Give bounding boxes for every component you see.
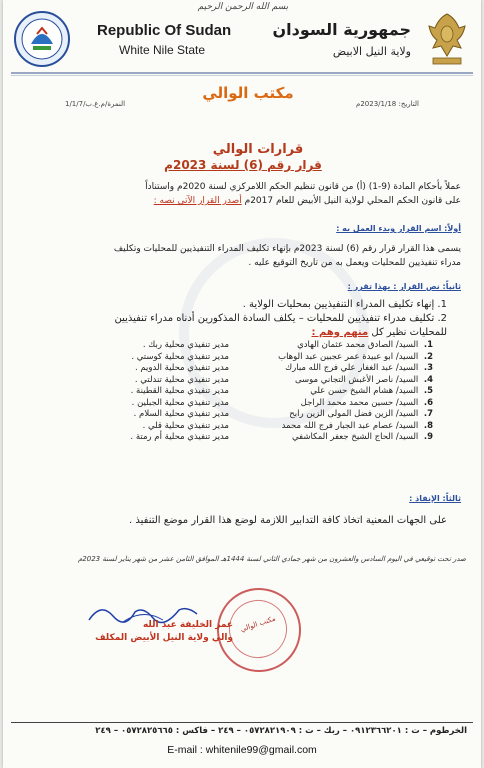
preamble-line-2-text: على قانون الحكم المحلي لولاية النيل الأبيض للعام 2017م — [244, 196, 461, 206]
appointee-row: 6. السيد/ حسين محمد محمد الراجل — [300, 397, 433, 408]
section-2-heading: ثانياً: نص القرار : بهذا تقرر : — [347, 282, 461, 291]
appointee-row: 3. السيد/ عبد الغفار علي فرج الله مبارك — [285, 363, 433, 373]
appointee-row: 2. السيد/ ابو عبيدة عمر عجبين عبد الوهاب — [278, 351, 433, 362]
appointee-row: 1. السيد/ الصادق محمد عثمان الهادي — [297, 340, 433, 350]
preamble-issue-clause: أصدر القرار الآتي نصه : — [153, 196, 242, 206]
state-english: White Nile State — [119, 43, 206, 57]
post-label: مدير تنفيذي محلية القطينة . — [130, 386, 229, 396]
state-logo-icon — [13, 10, 71, 68]
post-label: مدير تنفيذي محلية السلام . — [133, 409, 229, 419]
section-3 — [25, 492, 461, 528]
section-1-line-1: يسمى هذا القرار قرار رقم (6) لسنة 2023م بإنهاء تكليف المدراء التنفيذيين للمحليات وتكليف — [113, 244, 461, 254]
header-divider — [11, 72, 473, 74]
section-2-item-2-cont-text: للمحليات نظير كل — [371, 327, 447, 338]
section-1-line-2: مدراء تنفيذيين للمحليات ويعمل به من تاريخ التوقيع عليه . — [248, 258, 461, 268]
section-1 — [25, 222, 461, 270]
section-2-item-2-them: منهم وهم : — [311, 327, 369, 338]
appointee-row: 8. السيد/ عصام عبد الجبار فرج الله محمد — [281, 420, 433, 431]
appointee-row: 9. السيد/ الحاج الشيخ جعفر المكاشفي — [291, 432, 433, 442]
post-label: مدير تنفيذي محلية قلي . — [142, 420, 229, 431]
section-2-item-2-cont — [25, 326, 461, 340]
document-date: التاريخ: 2023/1/18م — [355, 100, 419, 108]
post-label: مدير تنفيذي محلية الدويم . — [134, 363, 229, 373]
appointee-names — [233, 340, 433, 444]
header-divider-thin — [11, 75, 473, 76]
signatory-name: عمر الخليفة عبد الله — [142, 620, 233, 630]
office-title: مكتب الوالي — [202, 84, 294, 102]
section-2-item-1: 1. إنهاء تكليف المدراء التنفيذيين بمحليات الولاية . — [242, 299, 447, 310]
republic-english: Republic Of Sudan — [97, 22, 232, 39]
post-label: مدير تنفيذي محلية ربك . — [142, 340, 229, 350]
post-label: مدير تنفيذي محلية الجبلين . — [131, 397, 229, 408]
post-label: مدير تنفيذي محلية كوستي . — [131, 351, 229, 362]
footer-email — [3, 744, 481, 756]
email-label: E-mail : — [167, 744, 203, 756]
republic-arabic: جمهورية السودان — [272, 20, 411, 39]
issuance-statement: صدر تحت توقيعي في اليوم السادس والعشرون من شهر جمادي الثاني لسنة 1444هـ الموافق الثامن عشر من شهر يناير لسنة 2023م — [77, 555, 466, 563]
decision-heading: قرارات الوالي — [212, 142, 304, 157]
appointee-row: 5. السيد/ هشام الشيخ حسن علي — [310, 386, 433, 396]
section-2 — [25, 280, 461, 340]
email-address[interactable]: whitenile99@gmail.com — [205, 744, 317, 756]
signatory-title: والي ولاية النيل الأبيض المكلف — [95, 633, 233, 643]
post-label: مدير تنفيذي محلية تندلتي . — [134, 374, 229, 385]
section-3-heading: ثالثاً: الإنفاذ : — [409, 494, 461, 503]
reference-number: النمرة/م.ع.ب/1/1/7 — [65, 100, 126, 108]
appointee-row: 7. السيد/ الزين فضل المولى الزين رابح — [289, 409, 433, 419]
footer-divider — [11, 722, 473, 723]
document-page — [3, 0, 481, 768]
state-arabic: ولاية النيل الابيض — [332, 45, 411, 58]
preamble — [25, 180, 461, 208]
section-1-heading: أولاً: اسم القرار وبدء العمل به : — [336, 224, 461, 233]
section-2-item-2: 2. تكليف مدراء تنفيذيين للمحليات – يكلف السادة المذكورين أدناه مدراء تنفيذيين — [114, 313, 447, 324]
appointee-posts — [79, 340, 229, 444]
decision-number: قرار رقم (6) لسنة 2023م — [164, 158, 322, 172]
bismillah: بسم الله الرحمن الرحيم — [197, 2, 289, 12]
sudan-emblem-icon — [419, 8, 475, 68]
preamble-line-1: عملاً بأحكام المادة (9-1) (أ) من قانون تنظيم الحكم اللامركزي لسنة 2020م واستناداً — [145, 182, 461, 192]
appointee-row: 4. السيد/ ناصر الأغبش التجاني موسى — [294, 374, 433, 385]
footer-contacts: الخرطوم – ت : ٠٩١٢٣٦٦٢٠١ – ربك – ت : ٠٥٧٢٨٢١٩٠٩ – ٢٤٩ – فاكس : ٠٥٧٢٨٢٥٦٦٥ – ٢٤٩ — [95, 726, 467, 736]
preamble-line-2 — [25, 194, 461, 208]
section-3-line-1: على الجهات المعنية اتخاذ كافة التدابير اللازمة لوضع هذا القرار موضع التنفيذ . — [129, 515, 447, 526]
post-label: مدير تنفيذي محلية أم رمتة . — [130, 432, 229, 442]
stamp-text: مكتب الوالي — [239, 614, 277, 634]
